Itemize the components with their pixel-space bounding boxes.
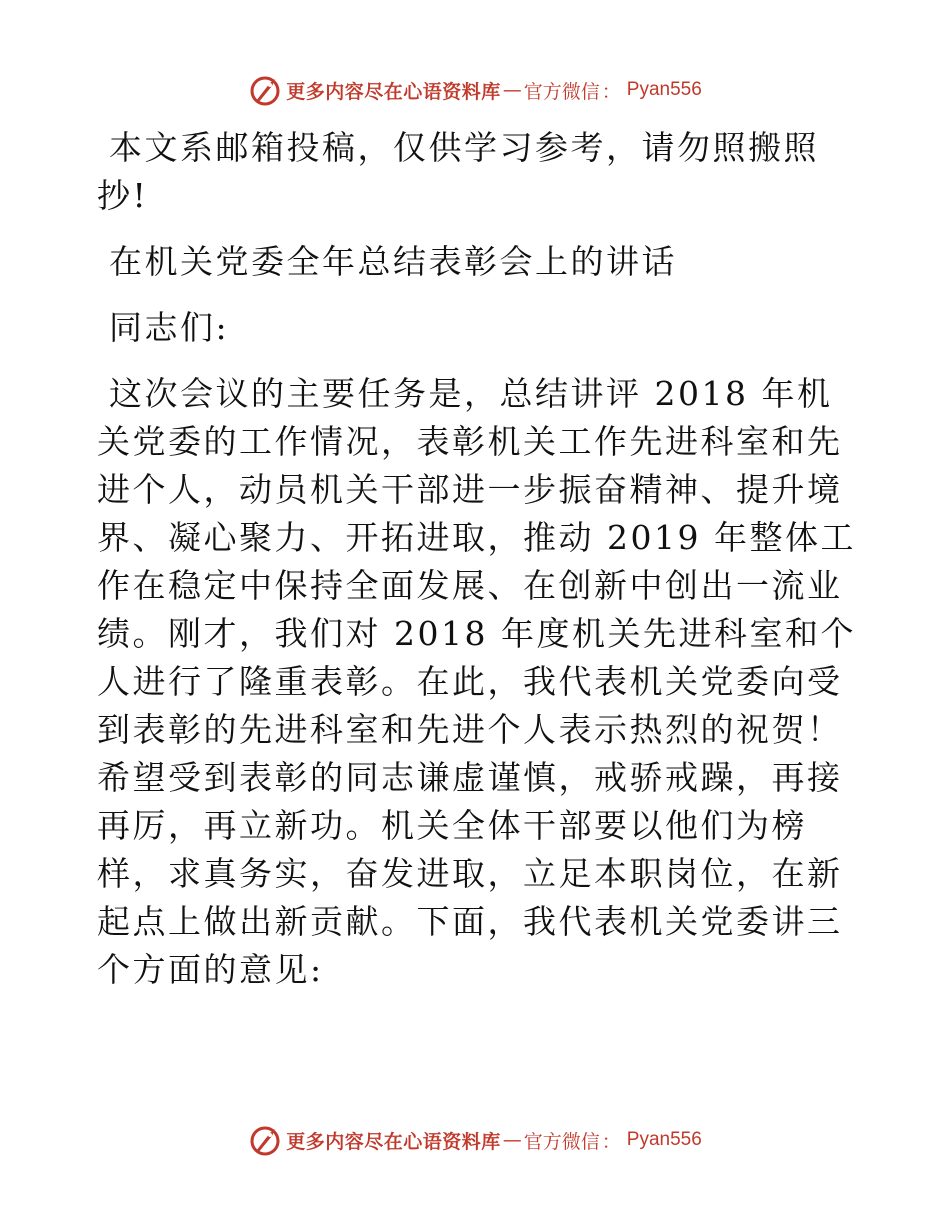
salutation-paragraph: 同志们:	[109, 308, 230, 347]
pen-nib-logo-icon	[248, 1123, 282, 1157]
header-watermark-banner	[0, 70, 950, 110]
banner-wechat-id: Pyan556	[626, 1129, 702, 1150]
banner-dash: —	[502, 1129, 522, 1151]
pen-nib-logo-icon	[248, 73, 282, 107]
banner-wechat-label: 官方微信	[523, 80, 600, 103]
banner-dash: —	[502, 79, 522, 101]
body-paragraph: 这次会议的主要任务是，总结讲评 2018 年机关党委的工作情况，表彰机关工作先进科室和先进个人，动员机关干部进一步振奋精神、提升境界、凝心聚力、开拓进取，推动 2019 年整体工作在稳定中保持全面发展、在创新中创出一流业绩。刚才，我们对 2018 年度机关先进科室和个人进行了隆重表彰。在此，我代表机关党委向受到表彰的先进科室和先进个人表示热烈的祝贺！希望受到表彰的同志谦虚谨慎，戒骄戒躁，再接再厉，再立新功。机关全体干部要以他们为榜样，求真务实，奋发进取，立足本职岗位，在新起点上做出新贡献。下面，我代表机关党委讲三个方面的意见:	[97, 374, 856, 989]
banner-wechat-id: Pyan556	[626, 79, 702, 100]
notice-paragraph: 本文系邮箱投稿，仅供学习参考，请勿照搬照抄!	[97, 128, 819, 215]
footer-watermark-banner	[0, 1120, 950, 1160]
document-content	[97, 124, 857, 994]
banner-wechat-label: 官方微信	[523, 1130, 600, 1153]
banner-brand-text: 更多内容尽在心语资料库	[286, 80, 501, 103]
banner-colon: ：	[601, 80, 621, 103]
banner-brand-text: 更多内容尽在心语资料库	[286, 1130, 501, 1153]
banner-colon: ：	[601, 1130, 621, 1153]
document-title: 在机关党委全年总结表彰会上的讲话	[109, 242, 677, 281]
